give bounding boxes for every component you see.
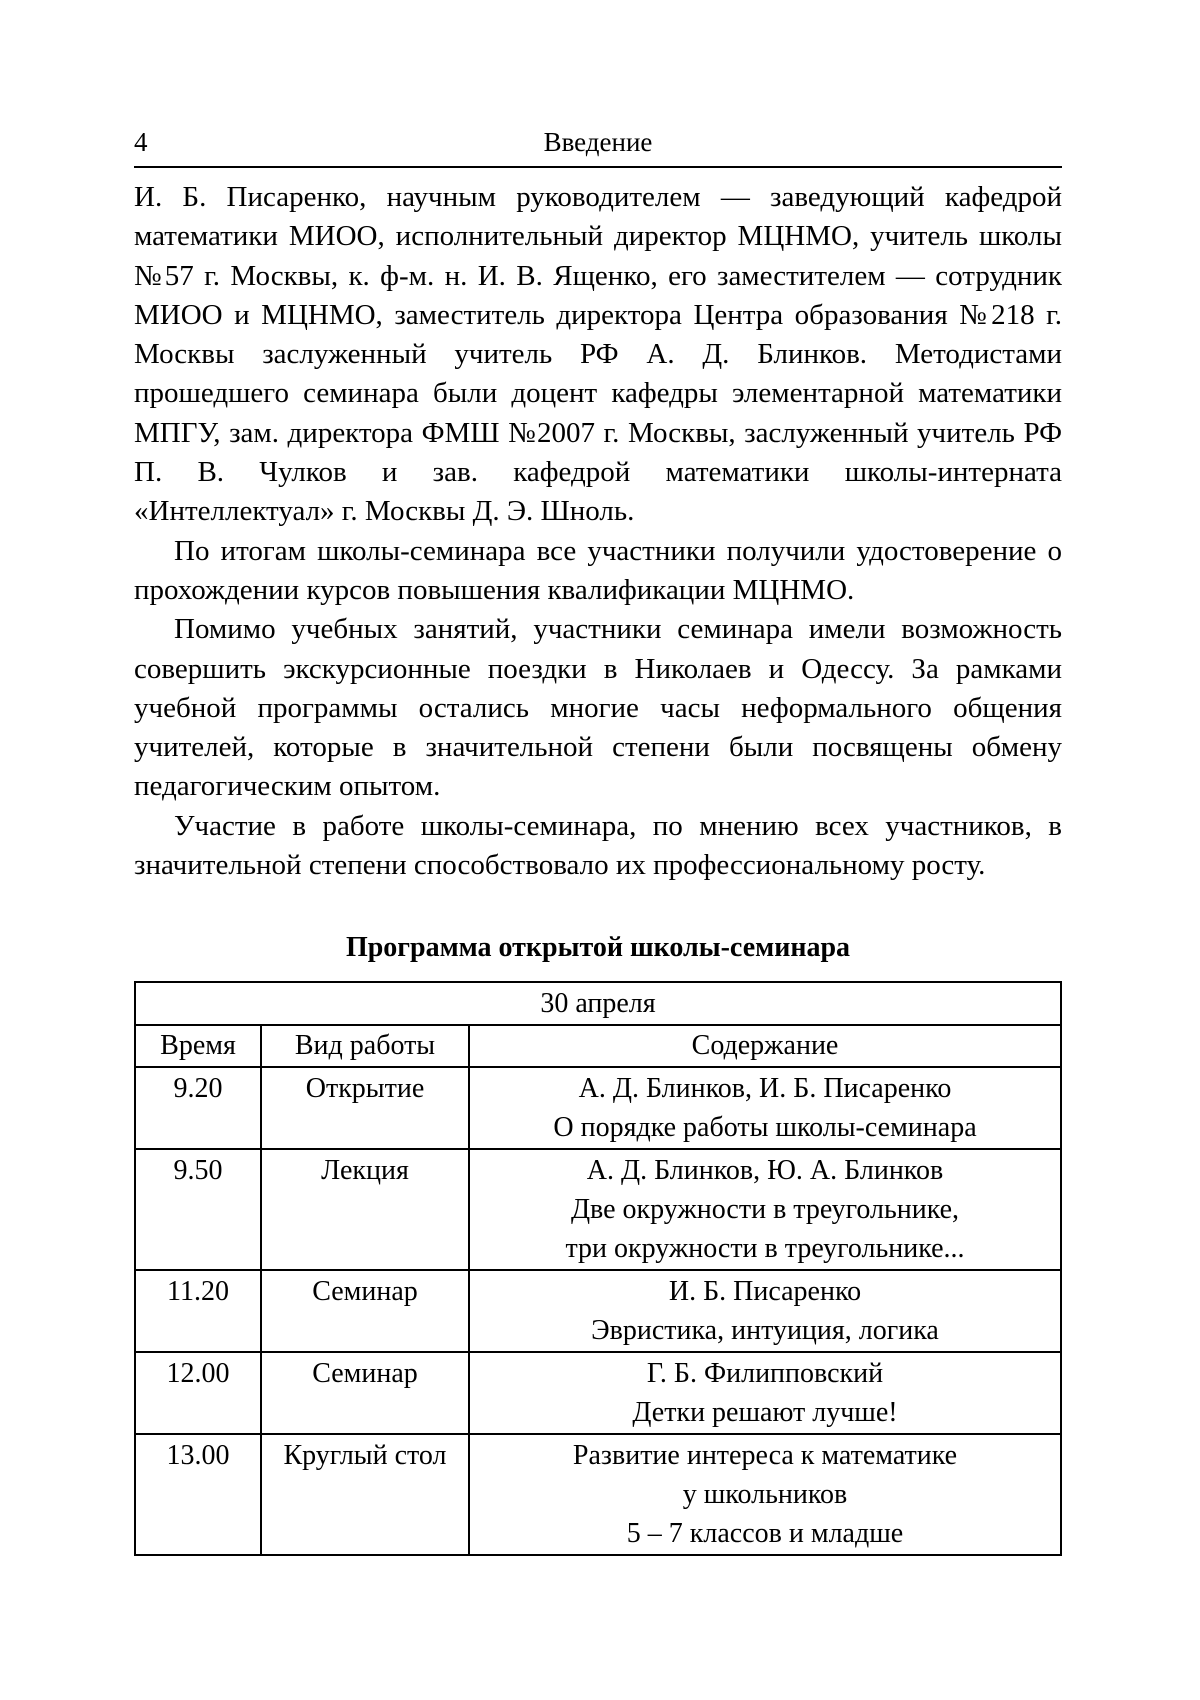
table-row <box>135 1149 1061 1270</box>
running-header <box>134 126 1062 168</box>
type-cell: Круглый стол <box>261 1434 469 1555</box>
paragraph-2: По итогам школы-семинара все участники получили удостоверение о прохождении курсов повышения квалификации МЦНМО. <box>134 534 1062 606</box>
paragraph-3: Помимо учебных занятий, участники семинара имели возможность совершить экскурсионные поездки в Николаев и Одессу. За рамками учебной программы остались многие часы неформального общения учителей, которые в значительной степени были посвящены обмену педагогическим опытом. <box>134 613 1062 803</box>
content-line: О порядке работы школы-семинара <box>553 1112 977 1144</box>
program-table <box>134 981 1062 1556</box>
page-number: 4 <box>134 127 148 157</box>
page <box>134 126 1062 1556</box>
content-line: Развитие интереса к математике <box>572 1440 958 1472</box>
time-cell: 12.00 <box>135 1352 261 1434</box>
date-cell: 30 апреля <box>135 982 1061 1025</box>
content-line: Две окружности в треугольнике, <box>570 1194 960 1226</box>
chapter-title: Введение <box>543 127 653 157</box>
content-cell <box>469 1434 1061 1555</box>
table-row <box>135 1352 1061 1434</box>
content-line: Г. Б. Филипповский <box>646 1358 884 1390</box>
type-cell: Лекция <box>261 1149 469 1270</box>
content-line: Эвристика, интуиция, логика <box>591 1315 939 1347</box>
content-line: Детки решают лучше! <box>632 1397 898 1429</box>
time-cell: 9.50 <box>135 1149 261 1270</box>
time-cell: 11.20 <box>135 1270 261 1352</box>
column-header-type: Вид работы <box>261 1025 469 1067</box>
time-cell: 13.00 <box>135 1434 261 1555</box>
content-line: И. Б. Писаренко <box>668 1276 862 1308</box>
content-line: А. Д. Блинков, Ю. А. Блинков <box>586 1155 944 1187</box>
type-cell: Открытие <box>261 1067 469 1149</box>
table-row <box>135 1067 1061 1149</box>
content-line: три окружности в треугольнике... <box>565 1233 965 1265</box>
body-text <box>134 178 1062 885</box>
content-cell <box>469 1352 1061 1434</box>
time-cell: 9.20 <box>135 1067 261 1149</box>
content-line: А. Д. Блинков, И. Б. Писаренко <box>578 1073 952 1105</box>
column-header-content: Содержание <box>469 1025 1061 1067</box>
content-cell <box>469 1149 1061 1270</box>
content-line: 5 – 7 классов и младше <box>626 1518 904 1550</box>
table-row <box>135 1434 1061 1555</box>
table-row <box>135 1270 1061 1352</box>
column-header-time: Время <box>135 1025 261 1067</box>
content-cell <box>469 1067 1061 1149</box>
header-row <box>135 1025 1061 1067</box>
program-title: Программа открытой школы-семинара <box>345 932 851 964</box>
paragraph-1: И. Б. Писаренко, научным руководителем — заведующий кафедрой математики МИОО, исполнительный директор МЦНМО, учитель школы №57 г. Москвы, к. ф-м. н. И. В. Ященко, его заместителем — сотрудник МИОО и МЦНМО, заместитель директора Центра образования №218 г. Москвы заслуженный учитель РФ А. Д. Блинков. Методистами прошедшего семинара были доцент кафедры элементарной математики МПГУ, зам. директора ФМШ №2007 г. Москвы, заслуженный учитель РФ П. В. Чулков и зав. кафедрой математики школы-интерната «Интеллектуал» г. Москвы Д. Э. Шноль. <box>134 181 1062 528</box>
content-line: у школьников <box>682 1479 848 1511</box>
type-cell: Семинар <box>261 1270 469 1352</box>
content-cell <box>469 1270 1061 1352</box>
date-row <box>135 982 1061 1025</box>
type-cell: Семинар <box>261 1352 469 1434</box>
paragraph-4: Участие в работе школы-семинара, по мнению всех участников, в значительной степени способствовало их профессиональному росту. <box>134 809 1062 882</box>
